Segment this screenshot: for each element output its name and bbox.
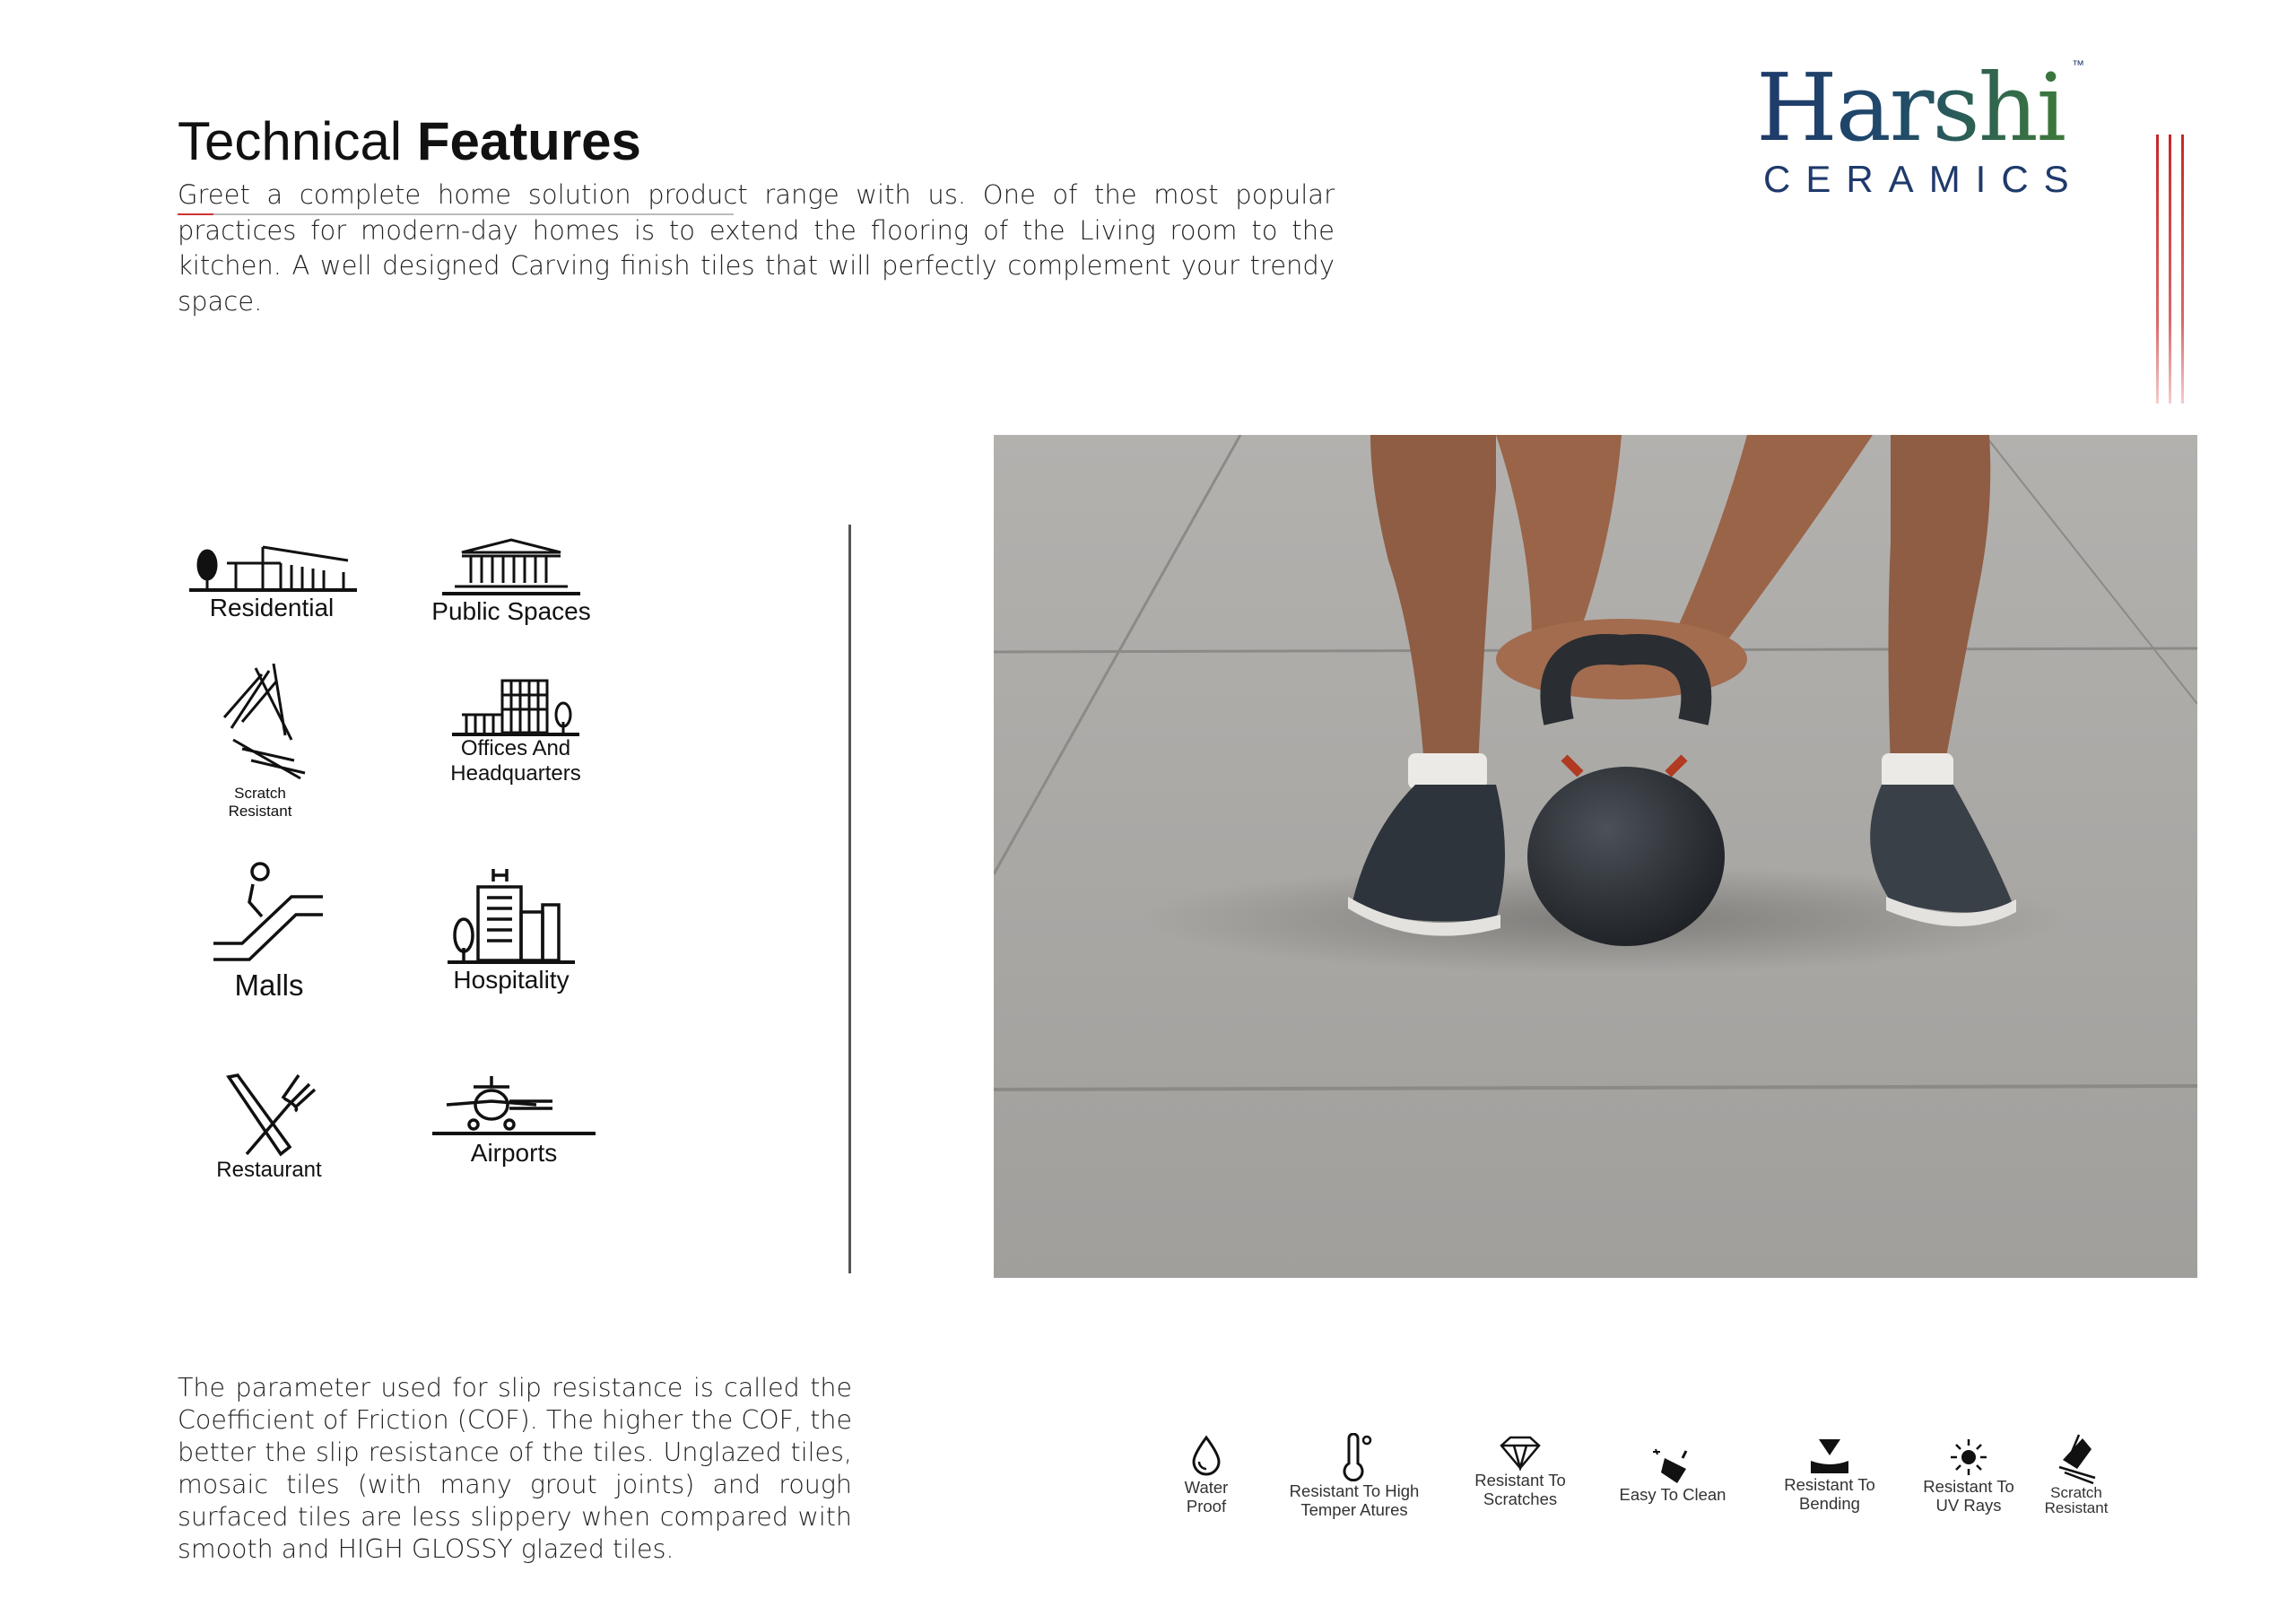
- application-label: Residential: [209, 594, 335, 621]
- feature-label: Resistant To UV Rays: [1923, 1477, 2014, 1515]
- slip-resistance-paragraph: The parameter used for slip resistance is called the Coefficient of Friction (COF). The higher the COF, the better the slip resistance of the tiles. Unglazed tiles, mosaic tiles (with many grout joints) and rough surfaced tiles are less slippery when compared with smooth and HIGH GLOSSY glazed tiles.: [178, 1373, 852, 1564]
- scratch-icon: [206, 664, 314, 785]
- feature-resistant-scratches: [1462, 1435, 1578, 1508]
- red-line: [2156, 135, 2159, 404]
- feature-label: Scratch Resistant: [2044, 1484, 2109, 1516]
- application-label: Hospitality: [453, 966, 570, 994]
- scratch-icon: [2052, 1433, 2100, 1485]
- airplane-icon: [429, 1074, 599, 1139]
- feature-label: Resistant To Scratches: [1474, 1471, 1566, 1508]
- application-residential: [178, 538, 366, 622]
- logo-subtitle: CERAMICS: [1763, 158, 2084, 200]
- kettlebell-floor-image: [994, 435, 2197, 1278]
- feature-label: Easy To Clean: [1619, 1485, 1726, 1504]
- escalator-icon: [206, 861, 332, 968]
- red-line: [2169, 135, 2171, 404]
- application-malls: [202, 861, 336, 1003]
- feature-water-proof: [1166, 1435, 1247, 1515]
- offices-icon: [448, 677, 583, 736]
- red-line: [2181, 135, 2184, 404]
- application-airports: [429, 1074, 599, 1168]
- page-title: [178, 106, 641, 178]
- hotel-icon: [444, 865, 578, 966]
- sun-icon: [1949, 1437, 1988, 1477]
- logo-trademark: ™: [2072, 57, 2084, 72]
- diamond-icon: [1498, 1435, 1543, 1471]
- water-drop-icon: [1187, 1435, 1226, 1478]
- title-light: Technical: [178, 111, 403, 171]
- application-label: Offices And Headquarters: [450, 736, 581, 786]
- feature-high-temperature: [1274, 1433, 1435, 1519]
- intro-underline-decoration: [178, 213, 734, 215]
- feature-easy-to-clean: [1610, 1446, 1735, 1504]
- feature-label: Resistant To Bending: [1784, 1475, 1875, 1513]
- thermometer-icon: [1335, 1433, 1374, 1481]
- vertical-divider: [848, 525, 851, 1273]
- brand-logo: [1749, 54, 2090, 206]
- logo-wordmark: Harshi: [1756, 53, 2066, 162]
- application-label: Public Spaces: [431, 597, 591, 625]
- application-hospitality: [426, 865, 596, 994]
- feature-resistant-uv: [1919, 1437, 2018, 1515]
- application-offices: [430, 677, 601, 786]
- application-label: Scratch Resistant: [228, 785, 292, 820]
- application-label: Malls: [234, 968, 304, 1002]
- public-spaces-icon: [435, 536, 587, 597]
- cleaning-hand-icon: [1650, 1446, 1695, 1485]
- title-bold: Features: [416, 111, 641, 171]
- application-restaurant: [202, 1072, 336, 1183]
- intro-paragraph: Greet a complete home solution product range with us. One of the most popular practices for modern-day homes is to extend the flooring of the Living room to the kitchen. A well designed Carving finish tiles that will perfectly complement your trendy space.: [178, 179, 1335, 317]
- application-scratch-resistant: [197, 664, 323, 821]
- feature-label: Water Proof: [1184, 1478, 1229, 1515]
- fork-knife-icon: [220, 1072, 318, 1158]
- feature-scratch-resistant: [2036, 1433, 2117, 1515]
- red-accent-lines: [2156, 135, 2201, 404]
- bending-icon: [1807, 1437, 1852, 1475]
- application-label: Restaurant: [216, 1158, 322, 1182]
- application-public-spaces: [422, 536, 601, 626]
- hero-photo-kettlebell: [994, 435, 2197, 1278]
- feature-resistant-bending: [1771, 1437, 1888, 1513]
- residential-icon: [182, 538, 361, 594]
- application-label: Airports: [470, 1139, 558, 1167]
- feature-label: Resistant To High Temper Atures: [1289, 1481, 1420, 1519]
